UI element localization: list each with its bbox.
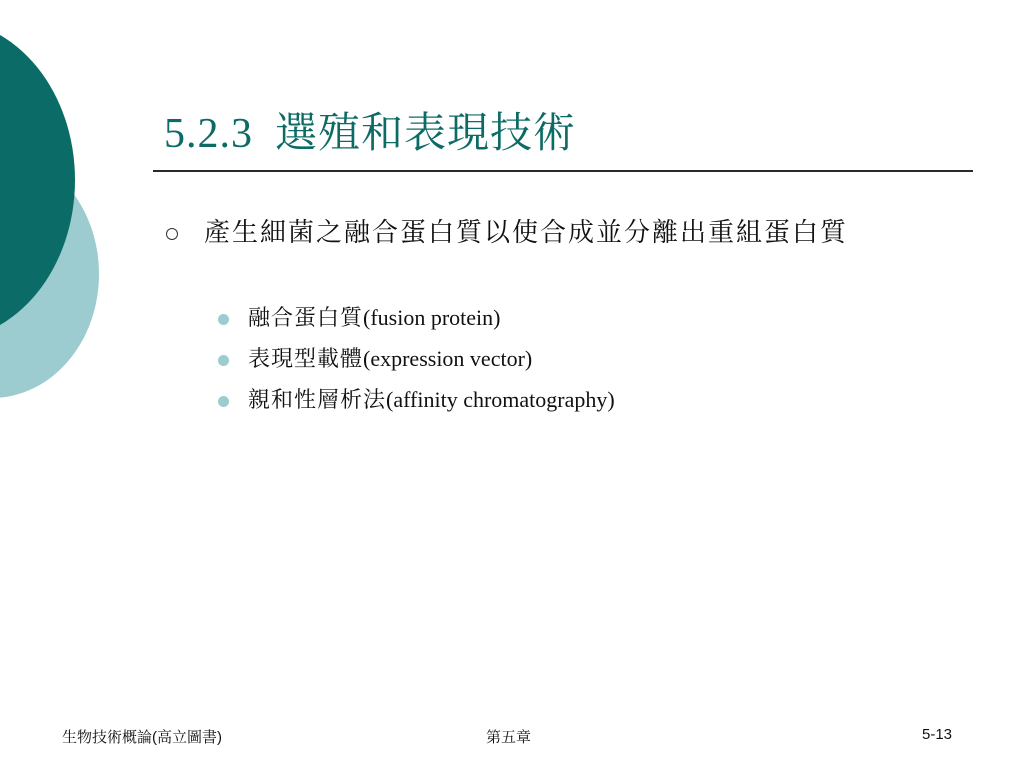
sub-item-zh: 親和性層析法 <box>248 388 387 413</box>
footer-chapter: 第五章 <box>486 729 532 746</box>
sub-item-en: (fusion protein) <box>363 305 501 330</box>
sub-bullet-list <box>218 302 958 425</box>
list-item <box>218 343 958 384</box>
hollow-circle-bullet-icon <box>166 228 178 240</box>
dot-bullet-icon <box>218 355 229 366</box>
sub-item-text <box>248 343 532 376</box>
slide-title <box>164 100 576 160</box>
sub-item-en: (affinity chromatography) <box>386 387 615 412</box>
sub-item-en: (expression vector) <box>363 346 533 371</box>
title-divider <box>153 170 973 172</box>
list-item <box>218 384 958 425</box>
dot-bullet-icon <box>218 314 229 325</box>
dot-bullet-icon <box>218 396 229 407</box>
sub-item-zh: 融合蛋白質 <box>248 306 364 331</box>
main-bullet-text: 產生細菌之融合蛋白質以使合成並分離出重組蛋白質 <box>204 218 849 248</box>
title-text: 選殖和表現技術 <box>275 108 577 157</box>
title-number: 5.2.3 <box>164 111 253 157</box>
footer-page-number: 5-13 <box>922 726 953 743</box>
sub-item-text <box>248 302 500 335</box>
list-item <box>218 302 958 343</box>
footer-book-title: 生物技術概論(高立圖書) <box>62 729 222 746</box>
sub-item-text <box>248 384 615 417</box>
sub-item-zh: 表現型載體 <box>248 347 364 372</box>
